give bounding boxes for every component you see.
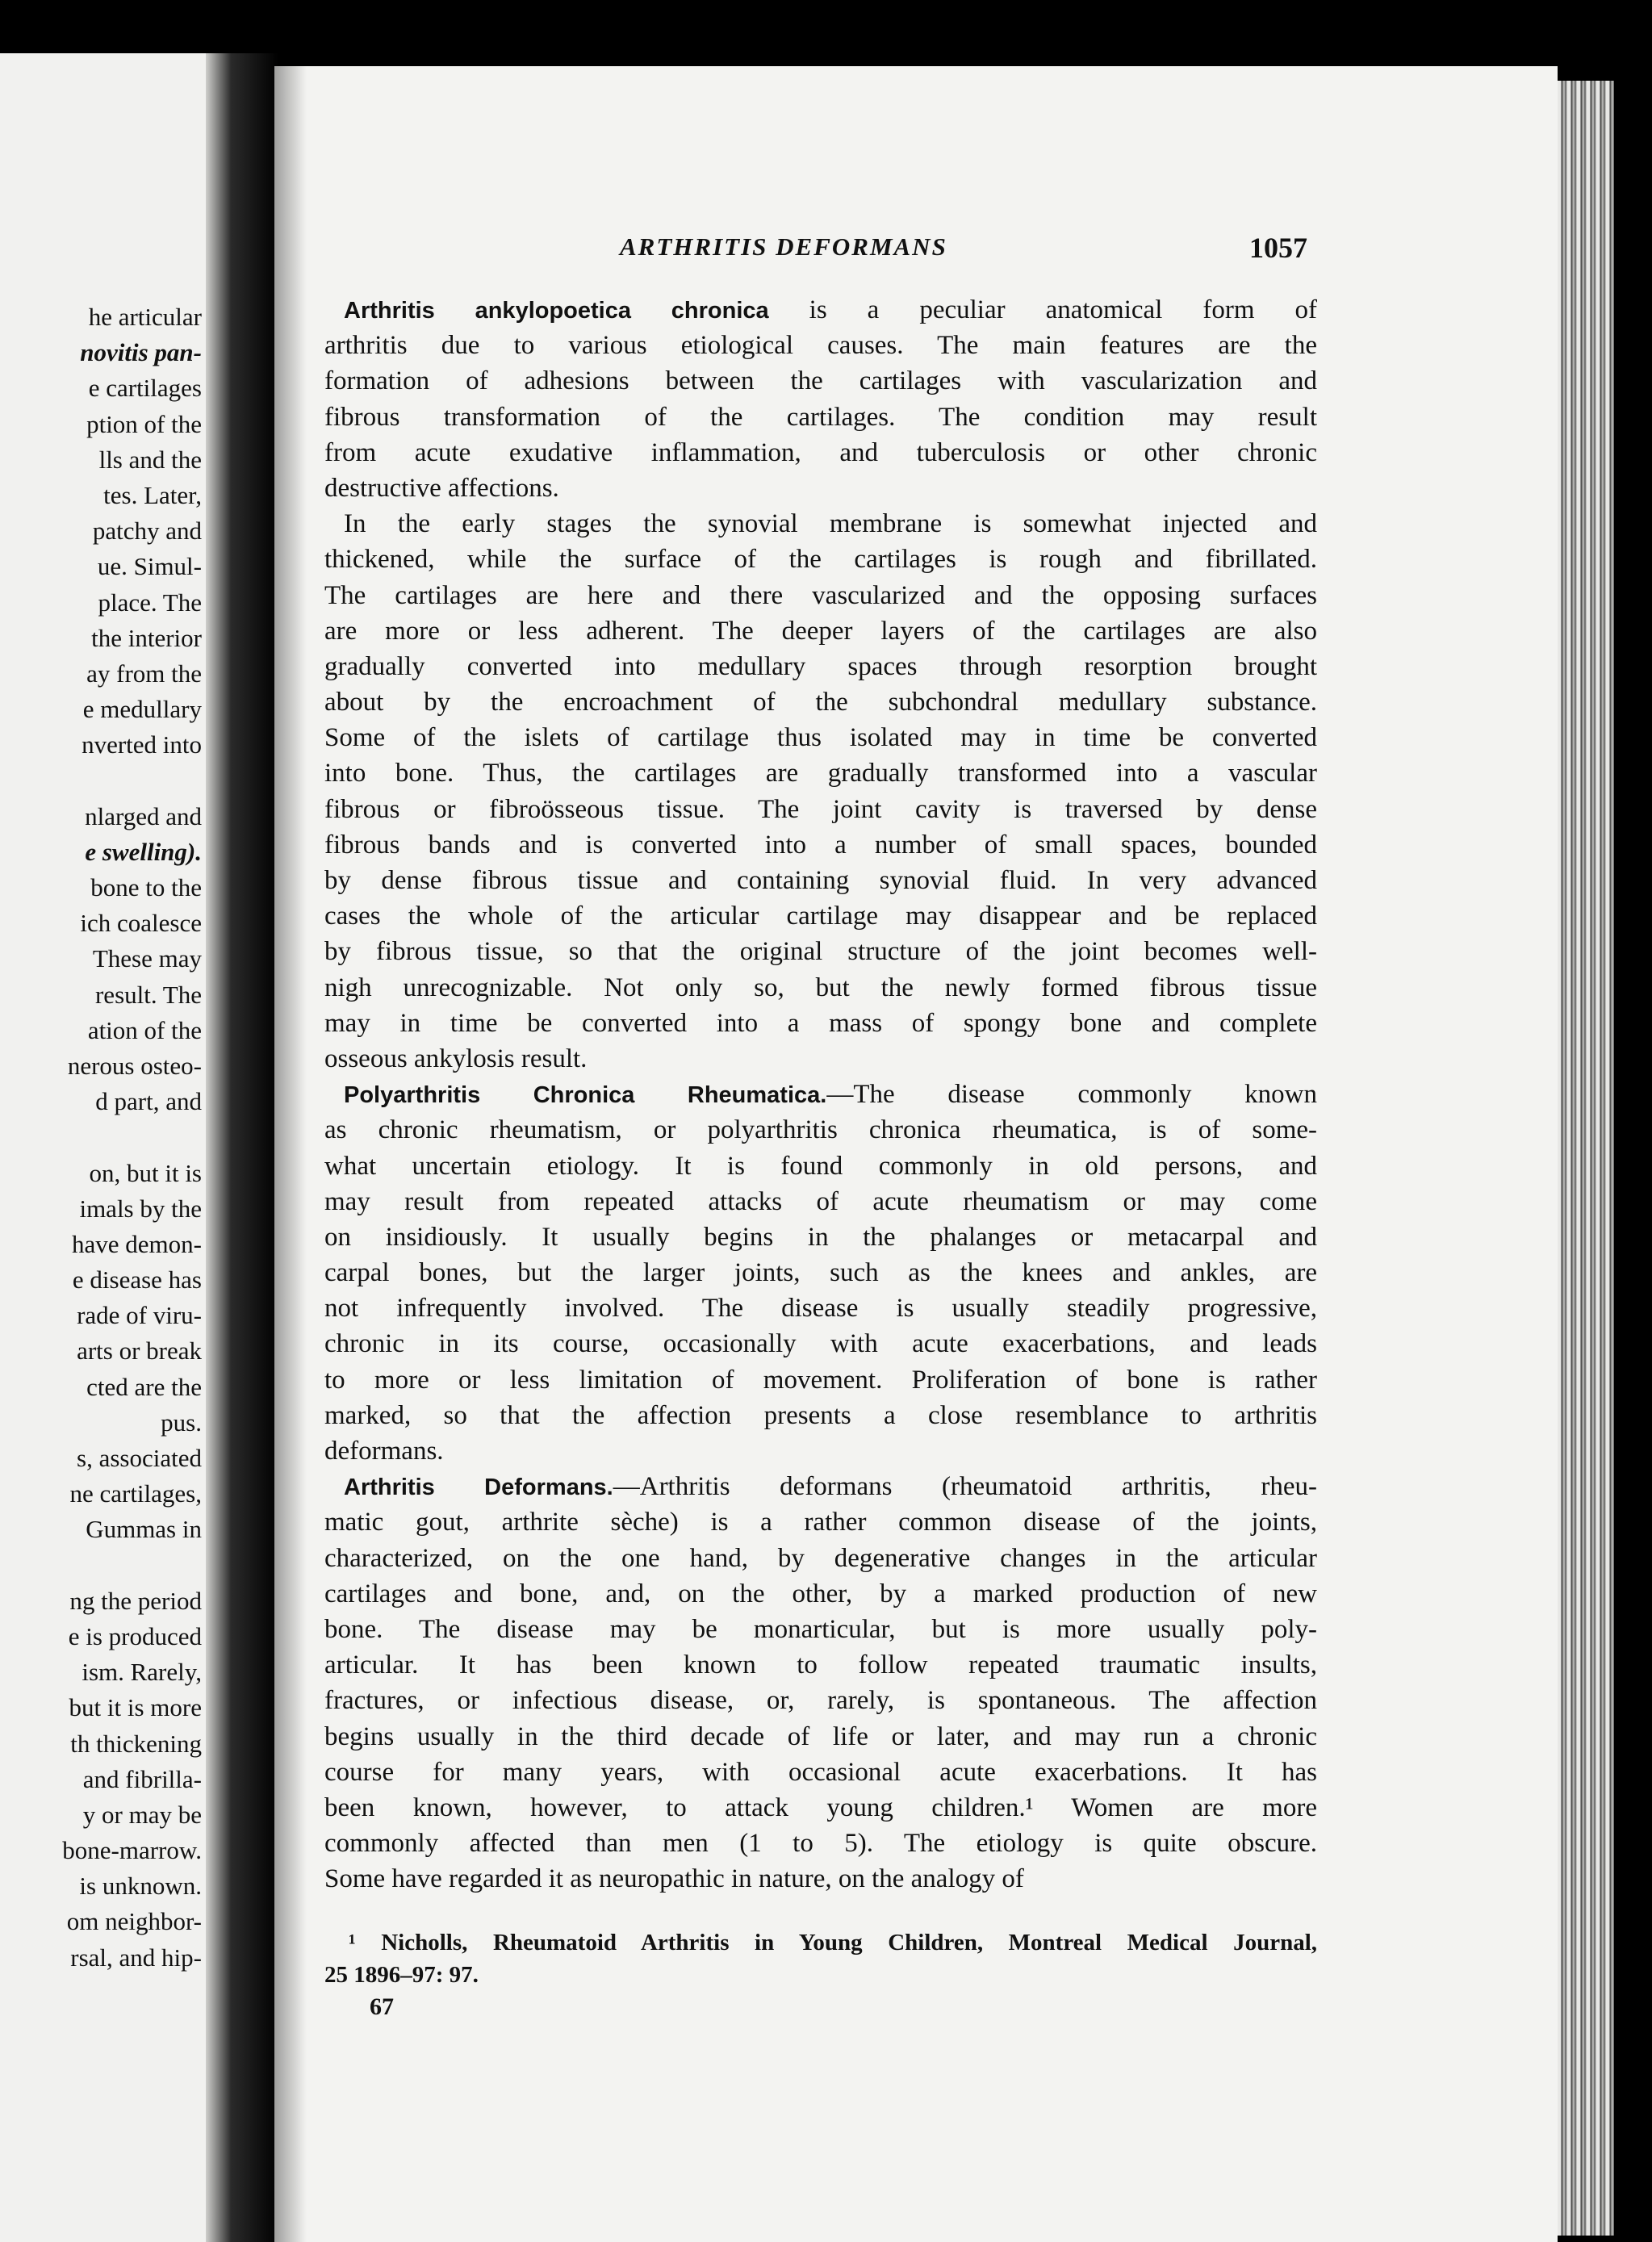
body-line: marked, so that the affection presents a close resemblance to arthritis (324, 1400, 1317, 1430)
body-line: thickened, while the surface of the cartilages is rough and fibrillated. (324, 545, 1317, 575)
body-line: been known, however, to attack young children.¹ Women are more (324, 1792, 1317, 1822)
body-line: matic gout, arthrite sèche) is a rather common disease of the joints, (324, 1508, 1317, 1537)
body-line: deformans. (324, 1437, 444, 1466)
left-page-line: arts or break (77, 1336, 202, 1366)
body-line: The cartilages are here and there vascularized and the opposing surfaces (324, 580, 1317, 610)
body-line: are more or less adherent. The deeper layers of the cartilages are also (324, 616, 1317, 646)
body-line: by dense fibrous tissue and containing synovial fluid. In very advanced (324, 866, 1317, 895)
body-line: Some of the islets of cartilage thus isolated may in time be converted (324, 723, 1317, 753)
left-page-line: y or may be (82, 1800, 202, 1829)
left-page-line: and fibrilla- (82, 1764, 202, 1793)
section-run-in-heading: Arthritis ankylopoetica chronica (344, 298, 769, 324)
left-page-line: Gummas in (86, 1515, 202, 1544)
left-page-line: but it is more (69, 1693, 202, 1722)
body-line: arthritis due to various etiological causes. The main features are the (324, 331, 1317, 361)
body-line: not infrequently involved. The disease is usually steadily progressive, (324, 1294, 1317, 1324)
left-page-line: nverted into (82, 730, 202, 759)
left-page-line: ism. Rarely, (82, 1658, 202, 1687)
body-line (324, 292, 1317, 328)
body-line: fibrous transformation of the cartilages. The condition may result (324, 402, 1317, 432)
body-line: In the early stages the synovial membrane is somewhat injected and (344, 509, 1317, 539)
left-page-line: d part, and (95, 1087, 202, 1116)
left-page-line: cted are the (86, 1372, 202, 1401)
body-line: fibrous bands and is converted into a number of small spaces, bounded (324, 830, 1317, 860)
left-page-line: bone-marrow. (62, 1836, 202, 1865)
body-line: begins usually in the third decade of life or later, and may run a chronic (324, 1721, 1317, 1751)
body-line: may in time be converted into a mass of spongy bone and complete (324, 1008, 1317, 1038)
left-page-line: om neighbor- (66, 1907, 202, 1936)
left-page-line: These may (92, 944, 202, 973)
left-page-line: ation of the (87, 1015, 202, 1044)
body-line (324, 1077, 1317, 1112)
left-page-line: ay from the (86, 659, 202, 688)
left-page-line: rade of viru- (77, 1301, 202, 1330)
footnote (324, 1926, 1317, 1991)
left-page-line: th thickening (70, 1729, 202, 1758)
footnote-line: ¹ Nicholls, Rheumatoid Arthritis in Young Children, Montreal Medical Journal, (349, 1930, 1317, 1955)
left-page-line: lls and the (98, 445, 202, 474)
body-line (324, 1469, 1317, 1504)
running-head: ARTHRITIS DEFORMANS (620, 232, 947, 261)
section-run-in-heading: Polyarthritis Chronica Rheumatica. (344, 1082, 827, 1109)
left-page-line: e cartilages (88, 374, 202, 403)
page-number: 1057 (1249, 232, 1307, 264)
left-page-line: ng the period (69, 1586, 202, 1615)
footnote-line: 25 1896–97: 97. (324, 1962, 479, 1988)
body-line: osseous ankylosis result. (324, 1044, 588, 1073)
body-line: characterized, on the one hand, by degenerative changes in the articular (324, 1543, 1317, 1573)
left-page-line: tes. Later, (103, 480, 202, 509)
left-page-line: nlarged and (85, 801, 202, 830)
left-page-line: the interior (91, 623, 202, 652)
left-page-line: s, associated (77, 1444, 202, 1472)
body-line: cartilages and bone, and, on the other, by a marked production of new (324, 1579, 1317, 1608)
body-line: on insidiously. It usually begins in the phalanges or metacarpal and (324, 1222, 1317, 1252)
left-page-line: rsal, and hip- (70, 1943, 202, 1972)
left-page-line: e disease has (72, 1265, 202, 1295)
left-page-line: place. The (98, 588, 202, 617)
body-line: fractures, or infectious disease, or, rarely, is spontaneous. The affection (324, 1686, 1317, 1716)
body-line: may result from repeated attacks of acute rheumatism or may come (324, 1186, 1317, 1216)
left-page-line: ne cartilages, (69, 1479, 202, 1508)
body-text-segment: —Arthritis deformans (rheumatoid arthritis, rheu- (613, 1472, 1317, 1502)
section-run-in-heading: Arthritis Deformans. (344, 1474, 613, 1501)
body-line: Some have regarded it as neuropathic in nature, on the analogy of (324, 1864, 1024, 1894)
left-page-line: e medullary (82, 695, 202, 724)
left-page-line: is unknown. (79, 1872, 202, 1901)
body-line: nigh unrecognizable. Not only so, but the newly formed fibrous tissue (324, 973, 1317, 1002)
left-page-line: nerous osteo- (67, 1051, 202, 1080)
book-gutter (206, 53, 278, 2242)
left-page-line: bone to the (90, 873, 202, 901)
body-line: what uncertain etiology. It is found commonly in old persons, and (324, 1151, 1317, 1181)
left-page-line: pus. (161, 1408, 202, 1437)
left-page-line: have demon- (72, 1229, 202, 1258)
page-edges (1558, 81, 1614, 2236)
left-facing-page (0, 53, 211, 2242)
left-page-line (0, 763, 202, 798)
body-line: cases the whole of the articular cartilage may disappear and be replaced (324, 901, 1317, 931)
left-page-line: e is produced (68, 1621, 202, 1650)
body-line: by fibrous tissue, so that the original structure of the joint becomes well- (324, 937, 1317, 967)
body-line: from acute exudative inflammation, and tuberculosis or other chronic (324, 437, 1317, 467)
body-text (324, 292, 1317, 1897)
body-line: course for many years, with occasional acute exacerbations. It has (324, 1757, 1317, 1787)
body-line: carpal bones, but the larger joints, such as the knees and ankles, are (324, 1258, 1317, 1288)
left-page-line: e swelling). (85, 837, 202, 866)
body-line: as chronic rheumatism, or polyarthritis chronica rheumatica, is of some- (324, 1115, 1317, 1145)
left-page-line: ption of the (86, 409, 202, 438)
body-line: about by the encroachment of the subchondral medullary substance. (324, 688, 1317, 717)
left-page-line: result. The (94, 980, 202, 1009)
left-page-line (0, 1548, 202, 1583)
body-line: bone. The disease may be monarticular, but is more usually poly- (324, 1614, 1317, 1644)
body-line: destructive affections. (324, 473, 559, 503)
body-text-segment: —The disease commonly known (826, 1080, 1317, 1110)
body-line: chronic in its course, occasionally with acute exacerbations, and leads (324, 1329, 1317, 1359)
body-line: to more or less limitation of movement. Proliferation of bone is rather (324, 1365, 1317, 1395)
body-line: articular. It has been known to follow repeated traumatic insults, (324, 1650, 1317, 1680)
body-line: formation of adhesions between the cartilages with vascularization and (324, 366, 1317, 396)
left-page-line: patchy and (92, 517, 202, 546)
left-page-line: imals by the (79, 1194, 202, 1223)
body-text-segment: is a peculiar anatomical form of (768, 295, 1317, 324)
left-page-text (0, 299, 202, 1976)
left-page-line: novitis pan- (80, 338, 202, 367)
signature-mark: 67 (370, 1993, 394, 2020)
left-page-line: ich coalesce (80, 909, 202, 938)
left-page-line (0, 1119, 202, 1155)
body-line: commonly affected than men (1 to 5). The etiology is quite obscure. (324, 1829, 1317, 1859)
body-line: fibrous or fibroösseous tissue. The joint cavity is traversed by dense (324, 794, 1317, 824)
left-page-line: ue. Simul- (97, 552, 202, 581)
body-line: gradually converted into medullary spaces through resorption brought (324, 651, 1317, 681)
left-page-line: on, but it is (89, 1158, 202, 1187)
left-page-line: he articular (88, 303, 202, 331)
body-line: into bone. Thus, the cartilages are gradually transformed into a vascular (324, 759, 1317, 788)
